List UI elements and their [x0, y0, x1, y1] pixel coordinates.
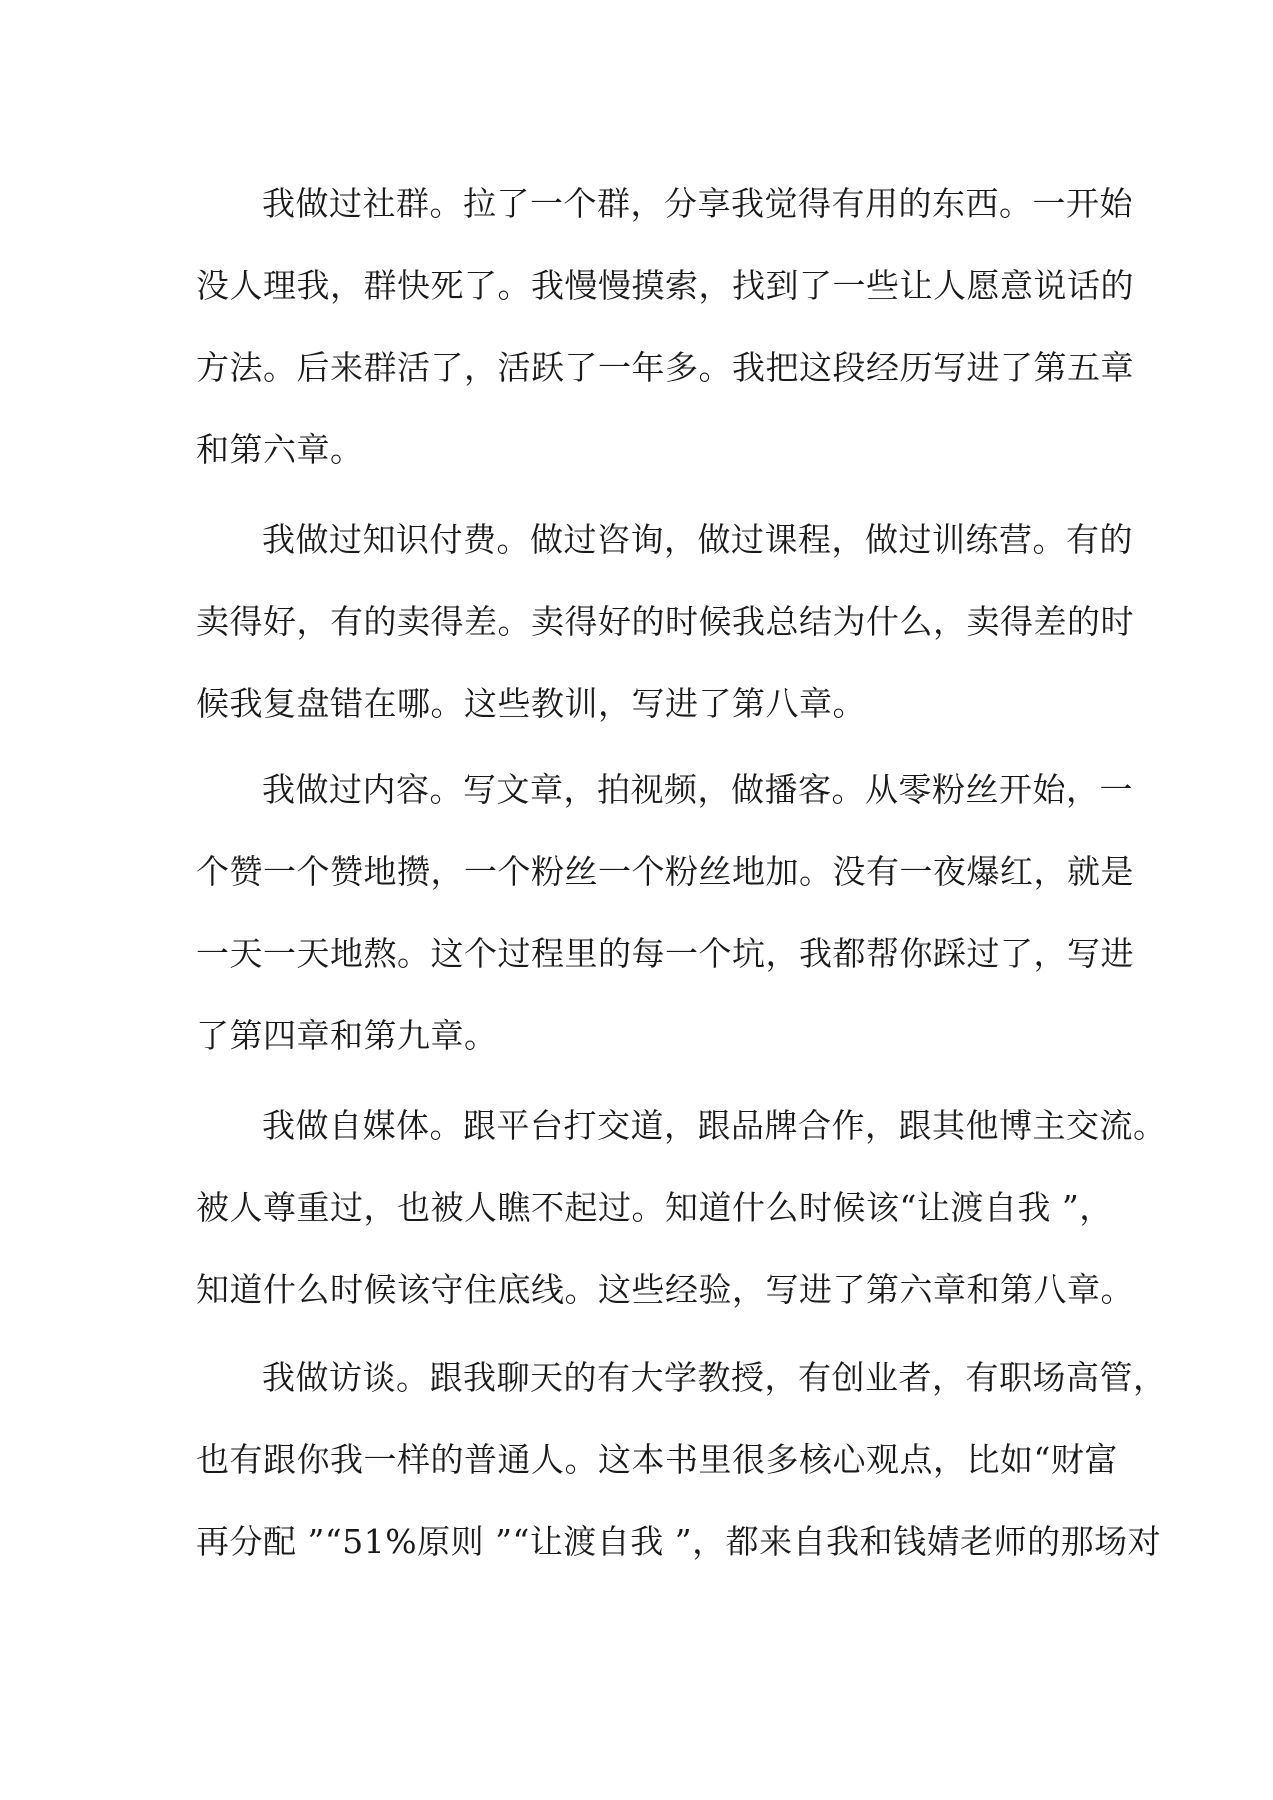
text-line: 我做过内容。写文章，拍视频，做播客。从零粉丝开始，一: [262, 770, 1133, 809]
text-line: 知道什么时候该守住底线。这些经验，写进了第六章和第八章。: [196, 1270, 1134, 1309]
text-line: 和第六章。: [196, 430, 364, 469]
text-line: 我做过社群。拉了一个群，分享我觉得有用的东西。一开始: [262, 184, 1133, 223]
text-line: 再分配 ”“51%原则 ”“让渡自我 ”，都来自我和钱婧老师的那场对: [196, 1522, 1162, 1561]
paragraph-community: [196, 184, 1134, 512]
text-line: 一天一天地熬。这个过程里的每一个坑，我都帮你踩过了，写进: [196, 934, 1134, 973]
paragraph-content: [196, 770, 1134, 1098]
text-line: 我做访谈。跟我聊天的有大学教授，有创业者，有职场高管，: [262, 1358, 1167, 1397]
text-line: 也有跟你我一样的普通人。这本书里很多核心观点，比如“财富: [196, 1440, 1118, 1479]
text-line: 方法。后来群活了，活跃了一年多。我把这段经历写进了第五章: [196, 348, 1134, 387]
text-line: 没人理我，群快死了。我慢慢摸索，找到了一些让人愿意说话的: [196, 266, 1134, 305]
paragraph-paid-knowledge: [196, 520, 1134, 766]
text-line: 个赞一个赞地攒，一个粉丝一个粉丝地加。没有一夜爆红，就是: [196, 852, 1134, 891]
text-line: 我做过知识付费。做过咨询，做过课程，做过训练营。有的: [262, 520, 1133, 559]
text-line: 了第四章和第九章。: [196, 1016, 498, 1055]
text-line: 被人尊重过，也被人瞧不起过。知道什么时候该“让渡自我 ”，: [196, 1188, 1113, 1227]
text-line: 卖得好，有的卖得差。卖得好的时候我总结为什么，卖得差的时: [196, 602, 1134, 641]
text-line: 候我复盘错在哪。这些教训，写进了第八章。: [196, 684, 866, 723]
text-line: 我做自媒体。跟平台打交道，跟品牌合作，跟其他博主交流。: [262, 1106, 1167, 1145]
paragraph-interviews: [196, 1358, 1167, 1604]
paragraph-self-media: [196, 1106, 1167, 1352]
